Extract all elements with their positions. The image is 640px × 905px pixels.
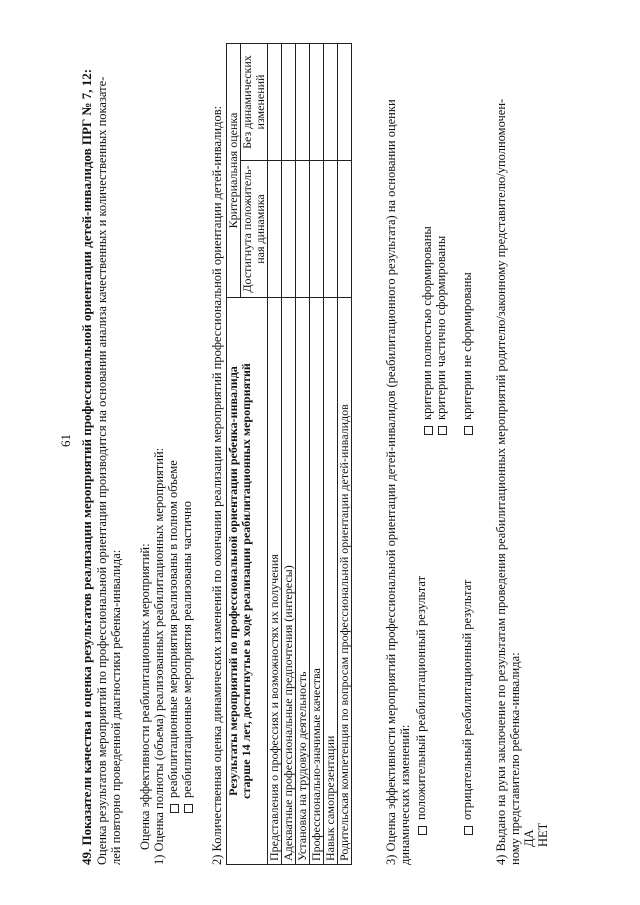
checkbox-partial[interactable] — [184, 804, 193, 813]
negative-result-label: отрицательный реабилитационный результат — [460, 579, 474, 820]
option-full — [166, 460, 180, 813]
table-header-positive — [241, 161, 268, 298]
table-row — [310, 44, 324, 865]
intro-line-2: лей повторно проведенной диагностики ребенка-инвалида: — [109, 549, 123, 865]
table-row — [268, 44, 282, 865]
row-label: Адекватные профессиональные предпочтения (интересы) — [282, 298, 296, 865]
answer-yes[interactable]: ДА — [522, 829, 536, 847]
positive-result-label: положительный реабилитационный результат — [414, 575, 428, 820]
cell-no-change[interactable] — [268, 44, 282, 161]
header-positive-line-2: ная динамика — [253, 194, 267, 264]
page-number: 61 — [58, 434, 73, 447]
table-row — [338, 44, 352, 865]
row-label: Представления о профессиях и возможностях их получения — [268, 298, 282, 865]
negative-result — [460, 580, 474, 835]
criteria-partial — [434, 236, 448, 435]
cell-no-change[interactable] — [296, 44, 310, 161]
criteria-full — [420, 226, 434, 435]
table-header-results — [227, 298, 268, 865]
header-no-change-line-1: Без динамических — [240, 55, 254, 149]
cell-positive[interactable] — [282, 161, 296, 298]
section4-title-1: 4) Выдано на руки заключение по результатам проведения реабилитационных мероприятий родителю/законному представителю/уполномочен- — [494, 98, 508, 865]
results-table — [226, 43, 352, 865]
header-positive-line-1: Достигнута положитель- — [240, 165, 254, 293]
table-row — [282, 44, 296, 865]
option-partial-label: реабилитационные мероприятия реализованы частично — [180, 501, 194, 798]
header-no-change-line-2: изменений — [253, 74, 267, 130]
cell-no-change[interactable] — [338, 44, 352, 161]
section2-title: 2) Количественная оценка динамических изменений по окончании реализации мероприятий профессиональной ориентации детей-инвалидов: — [210, 105, 224, 865]
cell-positive[interactable] — [324, 161, 338, 298]
cell-positive[interactable] — [268, 161, 282, 298]
criteria-none-label: критерии не сформированы — [460, 272, 474, 420]
table-header-row-1 — [227, 44, 241, 865]
section3-title-1: 3) Оценка эффективности мероприятий профессиональной ориентации детей-инвалидов (реабилитационного результата) на основании оценки — [384, 99, 398, 865]
option-partial — [180, 501, 194, 813]
section1-item1: 1) Оценка полноты (объема) реализованных реабилитационных мероприятий: — [152, 447, 166, 865]
cell-positive[interactable] — [310, 161, 324, 298]
row-label: Установка на трудовую деятельность — [296, 298, 310, 865]
cell-no-change[interactable] — [310, 44, 324, 161]
row-label: Родительская компетенция по вопросам профессиональной ориентации детей-инвалидов — [338, 298, 352, 865]
section1-title: Оценка эффективности реабилитационных мероприятий: — [138, 543, 152, 850]
section4-title-2: ному представителю ребенка-инвалида: — [508, 652, 522, 865]
checkbox-positive-result[interactable] — [418, 826, 427, 835]
table-header-criteria: Критериальная оценка — [227, 44, 241, 298]
option-full-label: реабилитационные мероприятия реализованы в полном объеме — [166, 460, 180, 798]
table-header-no-change — [241, 44, 268, 161]
cell-no-change[interactable] — [282, 44, 296, 161]
table-row — [324, 44, 338, 865]
criteria-none — [460, 272, 474, 435]
row-label: Навык самопрезентации — [324, 298, 338, 865]
section3-title-2: динамических изменений: — [398, 724, 412, 865]
section-heading: 49. Показатели качества и оценка результатов реализации мероприятий профессиональной ориентации детей-инвалидов ПРГ № 7, 12: — [79, 68, 94, 865]
cell-no-change[interactable] — [324, 44, 338, 161]
positive-result — [414, 576, 428, 835]
answer-no[interactable]: НЕТ — [536, 822, 550, 847]
cell-positive[interactable] — [338, 161, 352, 298]
row-label: Профессионально-значимые качества — [310, 298, 324, 865]
header-main-line-2: старше 14 лет, достигнутые в ходе реализации реабилитационных мероприятий — [239, 363, 253, 799]
intro-line-1: Оценка результатов мероприятий по профессиональной ориентации производится на основании анализа качественных и количественных показате- — [95, 76, 109, 865]
cell-positive[interactable] — [296, 161, 310, 298]
criteria-partial-label: критерии частично сформированы — [434, 235, 448, 420]
header-main-line-1: Результаты мероприятий по профессиональной ориентации ребенка-инвалида — [226, 366, 240, 796]
criteria-full-label: критерии полностью сформированы — [420, 226, 434, 420]
checkbox-negative-result[interactable] — [464, 826, 473, 835]
table-row — [296, 44, 310, 865]
checkbox-criteria-none[interactable] — [464, 426, 473, 435]
checkbox-criteria-full[interactable] — [424, 426, 433, 435]
checkbox-full[interactable] — [170, 804, 179, 813]
checkbox-criteria-partial[interactable] — [438, 426, 447, 435]
